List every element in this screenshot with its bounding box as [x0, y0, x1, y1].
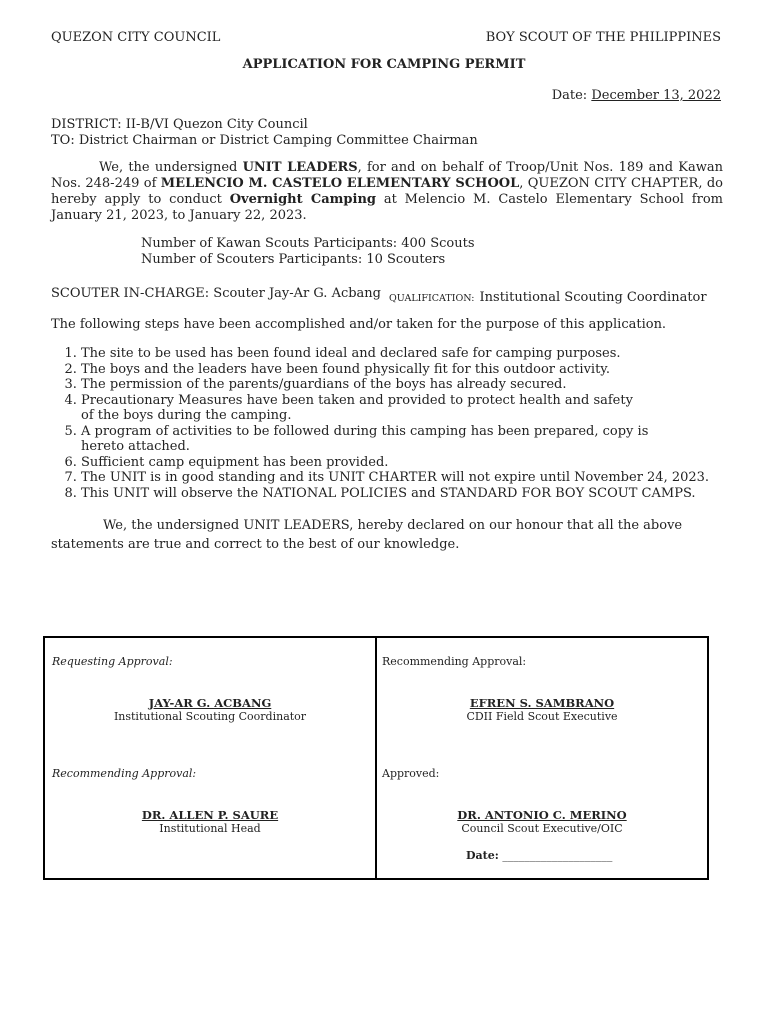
intro-school: MELENCIO M. CASTELO ELEMENTARY SCHOOL: [160, 176, 520, 191]
intro-text-1: We, the undersigned: [99, 160, 243, 175]
recommending-approval-caption: Recommending Approval:: [382, 655, 527, 668]
signature-box: [43, 636, 709, 880]
intro-camping: Overnight Camping: [229, 192, 376, 207]
qualification-label: QUALIFICATION:: [389, 293, 475, 304]
list-item: 4. Precautionary Measures have been taken and provided to protect health and safety of the boys during the camping.: [81, 393, 721, 424]
intro-text-3: , QUEZON CITY CHAPTER, do hereby apply to conduct: [51, 176, 723, 207]
date-value: December 13, 2022: [591, 88, 721, 103]
declaration: We, the undersigned UNIT LEADERS, hereby declared on our honour that all the above statements are true and correct to the best of our knowledge.: [51, 518, 683, 552]
date-line: [552, 88, 721, 103]
intro-text-2: , for and on behalf of Troop/Unit Nos. 189 and Kawan Nos. 248-249 of: [51, 160, 724, 191]
signatory-title: Institutional Head: [159, 822, 261, 835]
signatory-title: Council Scout Executive/OIC: [461, 822, 623, 835]
header-right: BOY SCOUT OF THE PHILIPPINES: [485, 30, 721, 45]
approval-date: [466, 849, 612, 862]
kawan-participants: Number of Kawan Scouts Participants: 400 Scouts: [141, 236, 475, 251]
signatory-name: DR. ALLEN P. SAURE: [141, 808, 279, 822]
list-item: 5. A program of activities to be followed during this camping has been prepared, copy is hereto attached.: [81, 424, 721, 455]
list-item: 7. The UNIT is in good standing and its UNIT CHARTER will not expire until November 24, 2023.: [81, 470, 721, 486]
signatory-title: Institutional Scouting Coordinator: [113, 710, 307, 723]
signatory-name: DR. ANTONIO C. MERINO: [457, 808, 627, 822]
signatory-name: EFREN S. SAMBRANO: [469, 696, 615, 710]
approval-date-label: Date:: [466, 849, 499, 862]
intro-paragraph: [51, 160, 723, 224]
list-item: 8. This UNIT will observe the NATIONAL POLICIES and STANDARD FOR BOY SCOUT CAMPS.: [81, 486, 721, 502]
qualification-value: Institutional Scouting Coordinator: [479, 290, 707, 305]
page-title: APPLICATION FOR CAMPING PERMIT: [242, 57, 526, 72]
requesting-approval-caption: Requesting Approval:: [52, 655, 173, 668]
scouter-in-charge: SCOUTER IN-CHARGE: Scouter Jay-Ar G. Acbang: [51, 286, 382, 301]
to-line: TO: District Chairman or District Camping Committee Chairman: [51, 133, 478, 148]
signatory-title: CDII Field Scout Executive: [466, 710, 618, 723]
steps-list: [51, 346, 721, 501]
list-item: 3. The permission of the parents/guardians of the boys has already secured.: [81, 377, 721, 393]
scouter-participants: Number of Scouters Participants: 10 Scouters: [141, 252, 446, 267]
approval-date-blank: ____________________: [502, 849, 613, 862]
signatory-name: JAY-AR G. ACBANG: [148, 696, 272, 710]
header-left: QUEZON CITY COUNCIL: [51, 30, 221, 45]
intro-unit-leaders: UNIT LEADERS: [242, 160, 358, 175]
steps-intro: The following steps have been accomplished and/or taken for the purpose of this application.: [51, 317, 667, 332]
signature-divider: [375, 638, 377, 878]
date-label: Date:: [551, 88, 588, 103]
list-item: 6. Sufficient camp equipment has been provided.: [81, 455, 721, 471]
qualification-line: [389, 286, 707, 305]
intro-text-4: at Melencio M. Castelo Elementary School from January 21, 2023, to January 22, 2023.: [51, 192, 723, 223]
list-item: 2. The boys and the leaders have been found physically fit for this outdoor activity.: [81, 362, 721, 378]
list-item: 1. The site to be used has been found ideal and declared safe for camping purposes.: [81, 346, 721, 362]
district-line: DISTRICT: II-B/VI Quezon City Council: [51, 117, 308, 132]
recommending-approval-caption: Recommending Approval:: [52, 767, 197, 780]
approved-caption: Approved:: [382, 767, 440, 780]
